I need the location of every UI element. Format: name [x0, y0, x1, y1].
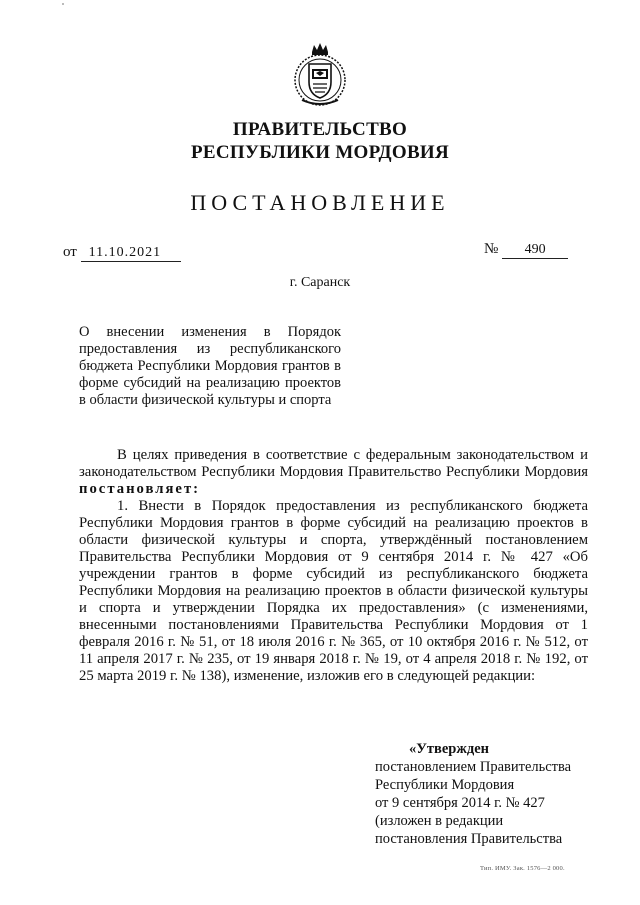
approval-line: Республики Мордовия [375, 777, 515, 793]
approval-line: постановления Правительства [375, 831, 563, 847]
coat-of-arms-emblem [292, 42, 348, 108]
number-prefix: № [484, 241, 499, 257]
document-subject: О внесении изменения в Порядок предоставления из республиканского бюджета Республики Мордовия грантов в форме субсидий на реализацию проектов в области физической культуры и спорта [79, 324, 341, 408]
date-prefix: от [63, 244, 77, 260]
approval-line: от 9 сентября 2014 г. № 427 [375, 795, 545, 811]
approval-line: постановлением Правительства [375, 759, 572, 775]
decree-word: постановляет: [79, 481, 201, 497]
number-value: 490 [502, 242, 568, 259]
organization-name-line1: ПРАВИТЕЛЬСТВО [232, 119, 408, 140]
date-line [63, 244, 181, 262]
number-line [484, 241, 568, 259]
intro-text: В целях приведения в соответствие с федеральным законодательством и законодательством Республики Мордовия Правительство Республики Мордовия [79, 447, 588, 480]
approval-line: (изложен в редакции [375, 813, 504, 829]
city-label: г. Саранск [289, 275, 351, 290]
print-mark: Тип. ИМУ. Зак. 1576—2 000. [480, 865, 565, 872]
approval-stamp-block [375, 740, 615, 848]
scan-speck [62, 3, 64, 5]
approval-title: «Утвержден [409, 741, 489, 757]
date-value: 11.10.2021 [81, 245, 181, 262]
item-1-paragraph: 1. Внести в Порядок предоставления из республиканского бюджета Республики Мордовия грантов в форме субсидий на реализацию проектов в области физической культуры и спорта, утверждённый постановлением Правительства Республики Мордовия от 9 сентября 2014 г. № 427 «Об учреждении грантов в форме субсидий из республиканского бюджета Республики Мордовия на реализацию проектов в области физической культуры и спорта и утверждении Порядка их предоставления» (с изменениями, внесенными постановлениями Правительства Республики Мордовия от 1 февраля 2016 г. № 51, от 18 июля 2016 г. № 365, от 10 октября 2016 г. № 512, от 11 апреля 2017 г. № 235, от 19 января 2018 г. № 19, от 4 апреля 2018 г. № 192, от 25 марта 2019 г. № 138), изменение, изложив его в следующей редакции: [79, 498, 588, 684]
document-body [79, 447, 588, 685]
document-type-title: ПОСТАНОВЛЕНИЕ [190, 190, 450, 215]
intro-paragraph [79, 447, 588, 498]
organization-name-line2: РЕСПУБЛИКИ МОРДОВИЯ [190, 142, 450, 163]
